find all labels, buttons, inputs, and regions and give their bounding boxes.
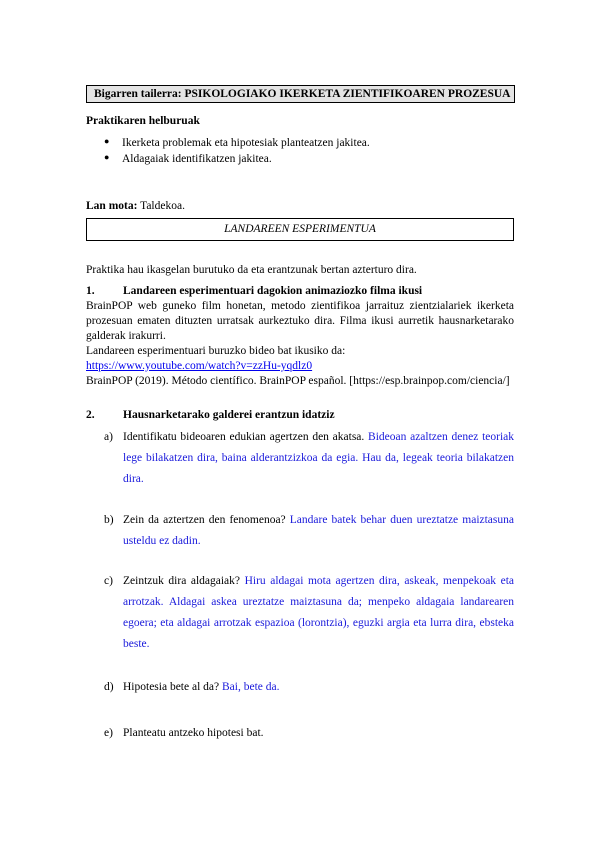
question-text: Hipotesia bete al da?: [123, 681, 220, 693]
question-letter: d): [104, 681, 114, 693]
answer-text: Hiru aldagai mota agertzen dira, askeak, menpekoak eta arrotzak. Aldagai askea ureztatze maiztasuna da; menpeko aldagaia landarearen egoera; eta aldagai arrotzak espazioa (lorontzia), eguzki argia eta lurra dira, ebsteka beste.: [123, 575, 515, 650]
question-b: [104, 510, 514, 552]
question-e: [104, 723, 514, 744]
goals-heading: Praktikaren helburuak: [86, 115, 200, 127]
goal-item: ● Ikerketa problemak eta hipotesiak planteatzen jakitea.: [104, 136, 370, 152]
question-c: [104, 571, 514, 655]
answer-text: Landare batek behar duen ureztatze maiztasuna usteldu ez dadin.: [123, 514, 514, 547]
section-1-heading: Landareen esperimentuari dagokion animaziozko filma ikusi: [123, 285, 423, 297]
question-letter: c): [104, 575, 113, 587]
section-1-paragraph: BrainPOP web guneko film honetan, metodo zientifikoa jarraituz zientzialariek ikerketa prozesuan ematen dituzten urratsak aurkeztuko dira. Filma ikusi aurretik hausnarketarako galderak irakurri.: [86, 300, 514, 342]
question-letter: a): [104, 431, 113, 443]
work-type-value: Taldekoa.: [140, 200, 185, 212]
question-text: Zeintzuk dira aldagaiak?: [123, 575, 241, 587]
work-type-label: Lan mota:: [86, 200, 138, 212]
question-text: Identifikatu bideoaren edukian agertzen den akatsa.: [123, 431, 365, 443]
section-2-header: [86, 408, 514, 423]
work-type: [86, 199, 185, 214]
section-1: [86, 284, 514, 389]
section-2-heading: Hausnarketarako galderei erantzun idatziz: [123, 409, 335, 421]
intro-text: Praktika hau ikasgelan burutuko da eta erantzunak bertan azterturo dira.: [86, 264, 417, 276]
answer-text: Bai, bete da.: [222, 681, 280, 693]
question-a: [104, 427, 514, 490]
question-text: Planteatu antzeko hipotesi bat.: [123, 727, 264, 739]
experiment-title: LANDAREEN ESPERIMENTUA: [86, 218, 514, 241]
question-letter: b): [104, 514, 114, 526]
answer-text: Bideoan azaltzen denez teoriak lege bilakatzen dira, baina alderantzizkoa da egia. Hau da, legeak teoria bilakatzen dira.: [123, 431, 514, 485]
worksheet-title: Bigarren tailerra: PSIKOLOGIAKO IKERKETA ZIENTIFIKOAREN PROZESUA: [86, 85, 515, 103]
goal-item: ● Aldagaiak identifikatzen jakitea.: [104, 152, 370, 168]
citation: BrainPOP (2019). Método científico. BrainPOP español. [https://esp.brainpop.com/ciencia/]: [86, 374, 510, 387]
section-2-number: 2.: [86, 409, 95, 421]
video-line: Landareen esperimentuari buruzko bideo bat ikusiko da:: [86, 344, 346, 357]
question-d: [104, 677, 514, 698]
section-1-number: 1.: [86, 285, 95, 297]
goals-list: [104, 136, 370, 168]
question-text: Zein da aztertzen den fenomenoa?: [123, 514, 286, 526]
video-link[interactable]: https://www.youtube.com/watch?v=zzHu-yqdlz0: [86, 359, 313, 372]
question-letter: e): [104, 727, 113, 739]
